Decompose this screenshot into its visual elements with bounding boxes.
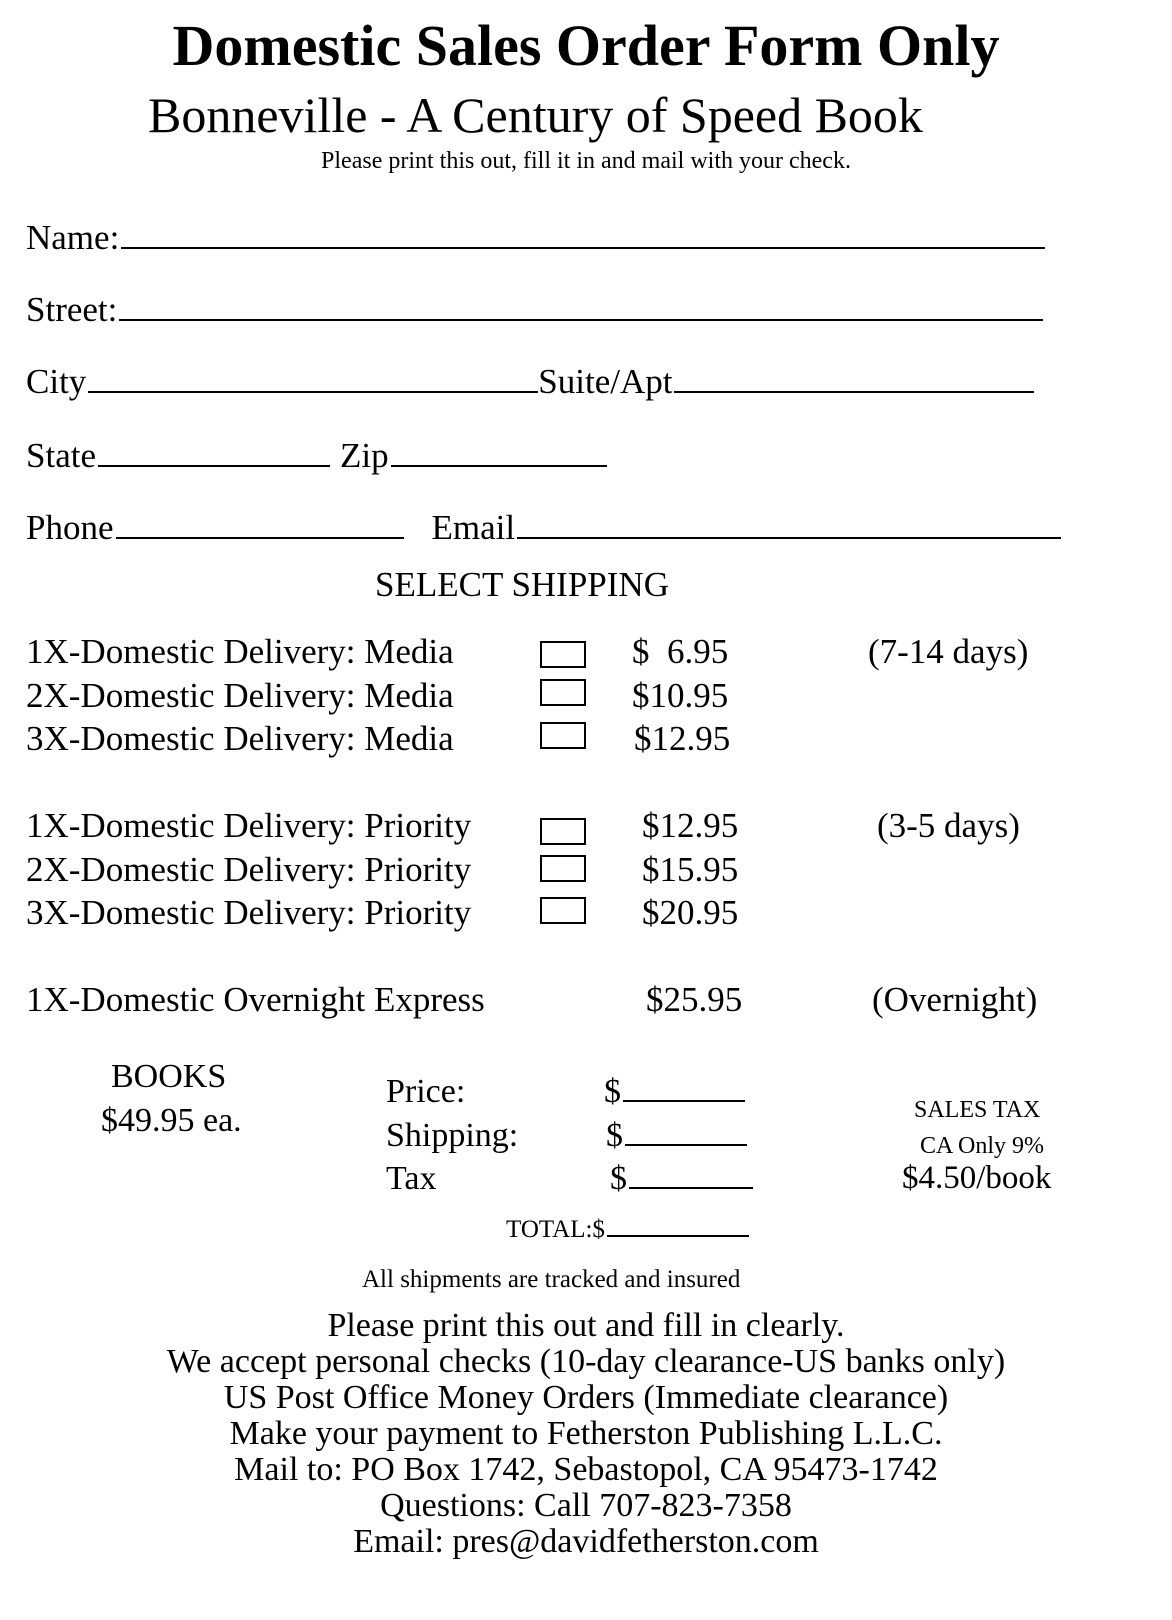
name-field: [26, 218, 1045, 258]
books-label: BOOKS: [111, 1058, 227, 1095]
shipping-input-line[interactable]: [625, 1143, 747, 1146]
total-entry: [506, 1216, 749, 1244]
total-label: TOTAL:$: [506, 1216, 605, 1243]
tax-entry: [610, 1160, 753, 1198]
shipping-option-label: 2X-Domestic Delivery: Priority: [26, 850, 472, 889]
phone-label: Phone: [26, 508, 114, 547]
state-input-line[interactable]: [98, 464, 330, 467]
shipping-option-price: $25.95: [646, 980, 743, 1019]
shipping-checkbox[interactable]: [540, 818, 586, 845]
street-field: [26, 290, 1043, 330]
form-title: Domestic Sales Order Form Only: [172, 13, 1000, 78]
shipping-option-label: 3X-Domestic Delivery: Media: [26, 719, 454, 758]
shipping-option-label: 2X-Domestic Delivery: Media: [26, 676, 454, 715]
delivery-time-note: (Overnight): [872, 980, 1038, 1019]
state-label: State: [26, 436, 96, 475]
sales-tax-scope: CA Only 9%: [920, 1133, 1045, 1159]
footer-line: US Post Office Money Orders (Immediate clearance): [223, 1379, 949, 1416]
shipping-option-price: $12.95: [642, 806, 739, 845]
state-zip-row: [26, 436, 607, 476]
phone-input-line[interactable]: [116, 536, 404, 539]
city-label: City: [26, 362, 87, 401]
shipping-option-price: $15.95: [642, 850, 739, 889]
shipping-checkbox[interactable]: [540, 679, 586, 706]
footer-block: [0, 1308, 1172, 1560]
shipping-option-label: 1X-Domestic Overnight Express: [26, 980, 485, 1019]
price-input-line[interactable]: [623, 1099, 745, 1102]
dollar-sign: $: [610, 1160, 627, 1197]
delivery-time-note: (7-14 days): [868, 632, 1029, 671]
suite-input-line[interactable]: [674, 390, 1034, 393]
shipping-option-price: $20.95: [642, 893, 739, 932]
book-price: $49.95 ea.: [101, 1102, 242, 1139]
footer-line: We accept personal checks (10-day clearance-US banks only): [166, 1343, 1006, 1380]
shipping-checkbox[interactable]: [540, 897, 586, 924]
zip-label: Zip: [339, 436, 389, 475]
price-label: Price:: [386, 1073, 466, 1110]
shipping-option-label: 1X-Domestic Delivery: Media: [26, 632, 454, 671]
name-input-line[interactable]: [121, 246, 1045, 249]
shipping-option-price: $12.95: [634, 719, 731, 758]
shipping-option-label: 1X-Domestic Delivery: Priority: [26, 806, 472, 845]
dollar-sign: $: [606, 1117, 623, 1154]
phone-email-row: [26, 508, 1061, 548]
shipping-checkbox[interactable]: [540, 722, 586, 749]
footer-line: Make your payment to Fetherston Publishing L.L.C.: [229, 1415, 943, 1452]
tax-input-line[interactable]: [629, 1186, 753, 1189]
shipping-option-price: $ 6.95: [632, 632, 729, 671]
footer-line: Questions: Call 707-823-7358: [380, 1487, 792, 1524]
sales-tax-rate: $4.50/book: [902, 1160, 1052, 1196]
street-input-line[interactable]: [119, 318, 1043, 321]
dollar-sign: $: [604, 1073, 621, 1110]
tracking-note: All shipments are tracked and insured: [362, 1266, 741, 1293]
suite-label: Suite/Apt: [538, 362, 673, 401]
select-shipping-heading: SELECT SHIPPING: [375, 565, 669, 604]
tax-label: Tax: [386, 1160, 437, 1197]
book-subtitle: Bonneville - A Century of Speed Book: [148, 87, 923, 143]
shipping-entry: [606, 1117, 747, 1155]
shipping-option-label: 3X-Domestic Delivery: Priority: [26, 893, 472, 932]
city-input-line[interactable]: [88, 390, 538, 393]
zip-input-line[interactable]: [391, 464, 607, 467]
shipping-label: Shipping:: [386, 1117, 519, 1154]
print-instruction: Please print this out, fill it in and mail with your check.: [321, 148, 851, 174]
email-label: Email: [431, 508, 516, 547]
email-input-line[interactable]: [517, 536, 1061, 539]
footer-line: Email: pres@davidfetherston.com: [353, 1523, 819, 1560]
shipping-checkbox[interactable]: [540, 855, 586, 882]
shipping-checkbox[interactable]: [540, 641, 586, 668]
street-label: Street:: [26, 290, 118, 329]
total-input-line[interactable]: [607, 1234, 749, 1237]
delivery-time-note: (3-5 days): [877, 806, 1020, 845]
sales-tax-label: SALES TAX: [914, 1097, 1041, 1123]
price-entry: [604, 1073, 745, 1111]
footer-line: Mail to: PO Box 1742, Sebastopol, CA 95473-1742: [234, 1451, 938, 1488]
footer-line: Please print this out and fill in clearly.: [327, 1307, 845, 1344]
name-label: Name:: [26, 218, 120, 257]
city-suite-row: [26, 362, 1034, 402]
shipping-option-price: $10.95: [632, 676, 729, 715]
